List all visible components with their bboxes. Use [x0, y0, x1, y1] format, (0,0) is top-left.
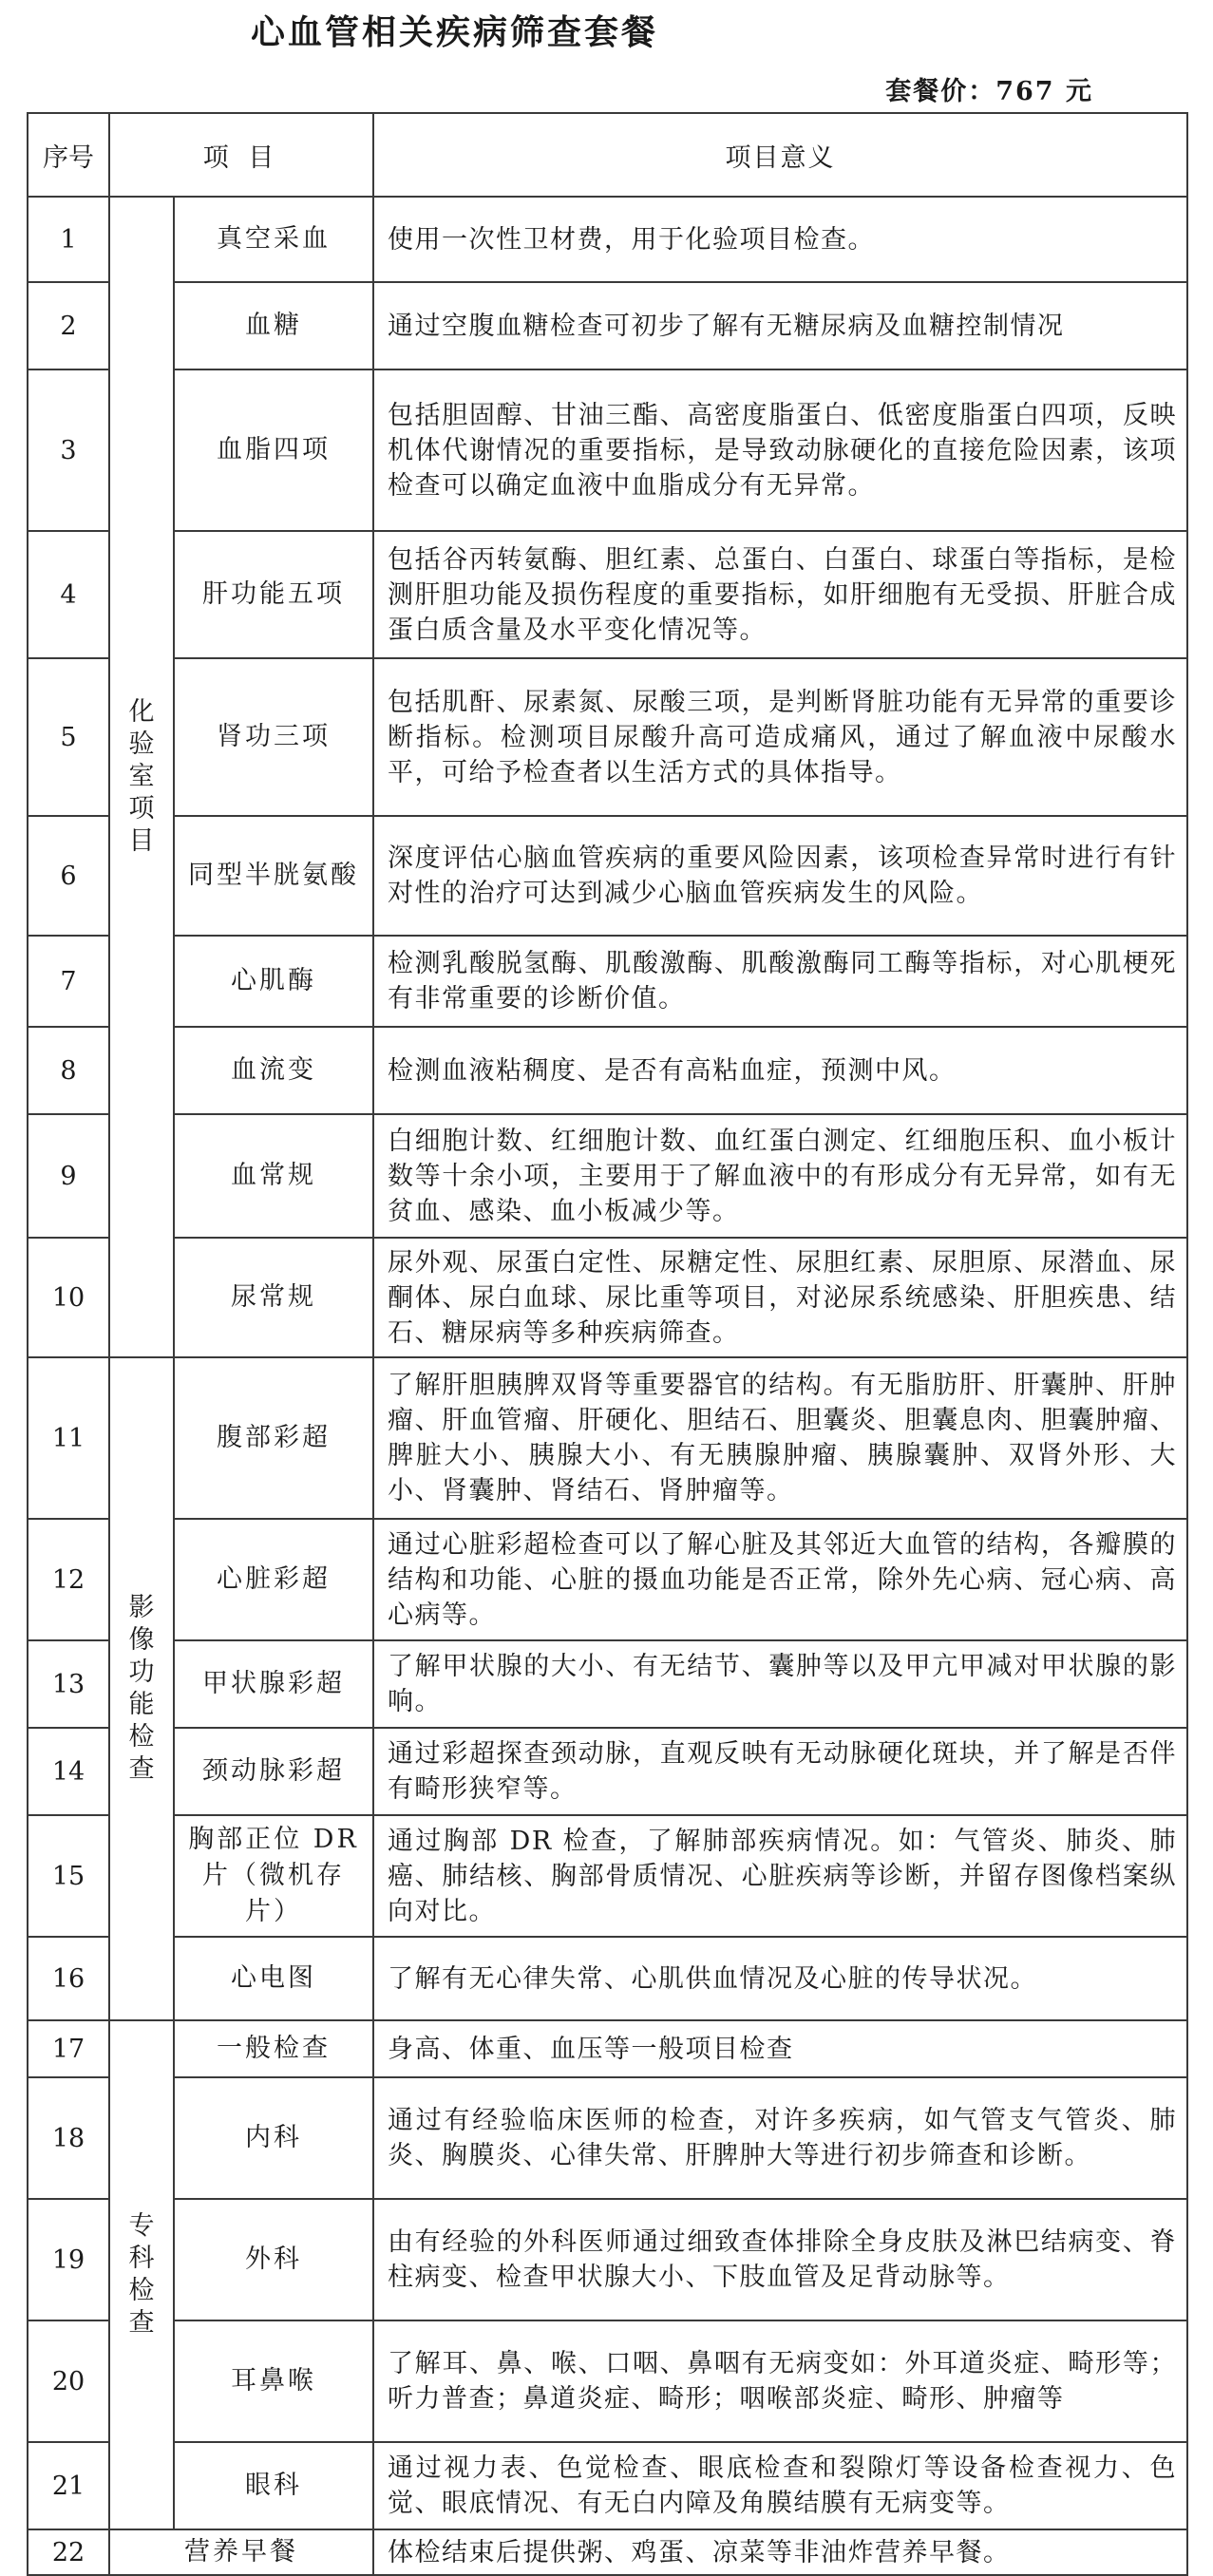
table-row	[28, 936, 1187, 1027]
row-meaning: 包括谷丙转氨酶、胆红素、总蛋白、白蛋白、球蛋白等指标，是检测肝胆功能及损伤程度的重要指标，如肝细胞有无受损、肝脏合成蛋白质含量及水平变化情况等。	[373, 531, 1187, 658]
row-number: 7	[28, 936, 109, 1027]
row-item: 血常规	[174, 1114, 373, 1238]
table-row	[28, 531, 1187, 658]
row-meaning: 了解甲状腺的大小、有无结节、囊肿等以及甲亢甲减对甲状腺的影响。	[373, 1640, 1187, 1728]
row-item: 耳鼻喉	[174, 2320, 373, 2442]
table-row	[28, 1357, 1187, 1519]
row-meaning: 使用一次性卫材费，用于化验项目检查。	[373, 197, 1187, 282]
table-row	[28, 1937, 1187, 2020]
table-row	[28, 816, 1187, 936]
row-number: 16	[28, 1937, 109, 2020]
row-meaning: 由有经验的外科医师通过细致查体排除全身皮肤及淋巴结病变、脊柱病变、检查甲状腺大小、下肢血管及足背动脉等。	[373, 2199, 1187, 2320]
package-price: 套餐价：767 元	[885, 77, 1093, 106]
row-number: 9	[28, 1114, 109, 1238]
table-row	[28, 1238, 1187, 1357]
row-number: 1	[28, 197, 109, 282]
row-item: 心脏彩超	[174, 1519, 373, 1640]
table-row	[28, 2442, 1187, 2529]
screening-table	[27, 112, 1188, 2576]
row-number: 13	[28, 1640, 109, 1728]
row-item: 血流变	[174, 1027, 373, 1114]
row-meaning: 通过有经验临床医师的检查，对许多疾病，如气管支气管炎、肺炎、胸膜炎、心律失常、肝脾肿大等进行初步筛查和诊断。	[373, 2077, 1187, 2199]
row-number: 3	[28, 369, 109, 531]
row-item: 肾功三项	[174, 658, 373, 816]
row-number: 6	[28, 816, 109, 936]
row-number: 21	[28, 2442, 109, 2529]
row-meaning: 通过心脏彩超检查可以了解心脏及其邻近大血管的结构，各瓣膜的结构和功能、心脏的摄血功能是否正常，除外先心病、冠心病、高心病等。	[373, 1519, 1187, 1640]
row-number: 19	[28, 2199, 109, 2320]
row-meaning: 通过视力表、色觉检查、眼底检查和裂隙灯等设备检查视力、色觉、眼底情况、有无白内障及角膜结膜有无病变等。	[373, 2442, 1187, 2529]
table-row	[28, 1815, 1187, 1937]
table-header-row	[28, 113, 1187, 197]
row-number: 22	[28, 2529, 109, 2575]
row-meaning: 包括肌酐、尿素氮、尿酸三项，是判断肾脏功能有无异常的重要诊断指标。检测项目尿酸升高可造成痛风，通过了解血液中尿酸水平，可给予检查者以生活方式的具体指导。	[373, 658, 1187, 816]
row-item: 心电图	[174, 1937, 373, 2020]
row-meaning: 通过空腹血糖检查可初步了解有无糖尿病及血糖控制情况	[373, 282, 1187, 369]
row-number: 14	[28, 1728, 109, 1815]
row-meaning: 了解有无心律失常、心肌供血情况及心脏的传导状况。	[373, 1937, 1187, 2020]
table-row	[28, 2320, 1187, 2442]
row-meaning: 检测乳酸脱氢酶、肌酸激酶、肌酸激酶同工酶等指标，对心肌梗死有非常重要的诊断价值。	[373, 936, 1187, 1027]
row-meaning: 了解耳、鼻、喉、口咽、鼻咽有无病变如：外耳道炎症、畸形等；听力普查；鼻道炎症、畸形；咽喉部炎症、畸形、肿瘤等	[373, 2320, 1187, 2442]
row-meaning: 身高、体重、血压等一般项目检查	[373, 2020, 1187, 2077]
table-row	[28, 197, 1187, 282]
row-item: 同型半胱氨酸	[174, 816, 373, 936]
header-item: 项 目	[109, 113, 373, 197]
row-number: 20	[28, 2320, 109, 2442]
row-meaning: 包括胆固醇、甘油三酯、高密度脂蛋白、低密度脂蛋白四项，反映机体代谢情况的重要指标，是导致动脉硬化的直接危险因素，该项检查可以确定血液中血脂成分有无异常。	[373, 369, 1187, 531]
category-imaging: 影像功能检查	[109, 1357, 174, 2020]
row-number: 12	[28, 1519, 109, 1640]
row-meaning: 体检结束后提供粥、鸡蛋、凉菜等非油炸营养早餐。	[373, 2529, 1187, 2575]
table-row	[28, 2199, 1187, 2320]
row-item: 腹部彩超	[174, 1357, 373, 1519]
row-number: 10	[28, 1238, 109, 1357]
table-row	[28, 282, 1187, 369]
table-row	[28, 2529, 1187, 2575]
row-item: 胸部正位 DR 片（微机存片）	[174, 1815, 373, 1937]
row-number: 18	[28, 2077, 109, 2199]
header-no: 序号	[28, 113, 109, 197]
row-number: 15	[28, 1815, 109, 1937]
row-meaning: 白细胞计数、红细胞计数、血红蛋白测定、红细胞压积、血小板计数等十余小项，主要用于了解血液中的有形成分有无异常，如有无贫血、感染、血小板减少等。	[373, 1114, 1187, 1238]
table-row	[28, 1114, 1187, 1238]
table-row	[28, 2020, 1187, 2077]
row-item: 肝功能五项	[174, 531, 373, 658]
row-item: 甲状腺彩超	[174, 1640, 373, 1728]
row-number: 11	[28, 1357, 109, 1519]
row-item: 内科	[174, 2077, 373, 2199]
row-meaning: 通过胸部 DR 检查，了解肺部疾病情况。如：气管炎、肺炎、肺癌、肺结核、胸部骨质情况、心脏疾病等诊断，并留存图像档案纵向对比。	[373, 1815, 1187, 1937]
row-meaning: 通过彩超探查颈动脉，直观反映有无动脉硬化斑块，并了解是否伴有畸形狭窄等。	[373, 1728, 1187, 1815]
row-item: 血脂四项	[174, 369, 373, 531]
row-item: 心肌酶	[174, 936, 373, 1027]
row-item: 一般检查	[174, 2020, 373, 2077]
row-item: 血糖	[174, 282, 373, 369]
row-item: 尿常规	[174, 1238, 373, 1357]
row-number: 4	[28, 531, 109, 658]
row-meaning: 尿外观、尿蛋白定性、尿糖定性、尿胆红素、尿胆原、尿潜血、尿酮体、尿白血球、尿比重等项目，对泌尿系统感染、肝胆疾患、结石、糖尿病等多种疾病筛查。	[373, 1238, 1187, 1357]
row-meaning: 检测血液粘稠度、是否有高粘血症，预测中风。	[373, 1027, 1187, 1114]
row-meaning: 了解肝胆胰脾双肾等重要器官的结构。有无脂肪肝、肝囊肿、肝肿瘤、肝血管瘤、肝硬化、胆结石、胆囊炎、胆囊息肉、胆囊肿瘤、脾脏大小、胰腺大小、有无胰腺肿瘤、胰腺囊肿、双肾外形、大小、肾囊肿、肾结石、肾肿瘤等。	[373, 1357, 1187, 1519]
category-special: 专科检查	[109, 2020, 174, 2529]
table-row	[28, 658, 1187, 816]
row-meaning: 深度评估心脑血管疾病的重要风险因素，该项检查异常时进行有针对性的治疗可达到减少心脑血管疾病发生的风险。	[373, 816, 1187, 936]
table-row	[28, 1519, 1187, 1640]
row-item: 眼科	[174, 2442, 373, 2529]
row-number: 5	[28, 658, 109, 816]
row-number: 17	[28, 2020, 109, 2077]
row-item: 颈动脉彩超	[174, 1728, 373, 1815]
table-row	[28, 369, 1187, 531]
row-item: 外科	[174, 2199, 373, 2320]
table-row	[28, 1728, 1187, 1815]
page-title: 心血管相关疾病筛查套餐	[250, 12, 658, 52]
table-row	[28, 2077, 1187, 2199]
header-meaning: 项目意义	[373, 113, 1187, 197]
row-number: 2	[28, 282, 109, 369]
row-item: 真空采血	[174, 197, 373, 282]
table-row	[28, 1640, 1187, 1728]
category-lab: 化验室项目	[109, 197, 174, 1357]
row-number: 8	[28, 1027, 109, 1114]
row-item: 营养早餐	[109, 2529, 373, 2575]
table-row	[28, 1027, 1187, 1114]
